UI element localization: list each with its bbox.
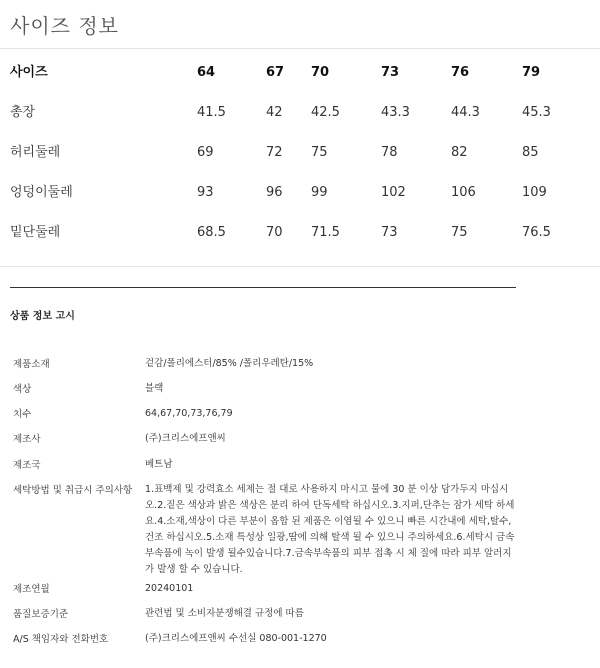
table-cell: 72 [266,145,283,160]
table-cell: 73 [381,225,398,240]
page-title: 사이즈 정보 [10,14,119,38]
info-key: 품질보증기준 [13,609,69,620]
info-value: 관련법 및 소비자분쟁해결 규정에 따름 [145,608,304,619]
table-row [0,93,600,133]
info-value: 20240101 [145,583,194,594]
table-cell: 99 [311,185,328,200]
header-cell: 76 [451,65,470,80]
table-row [0,173,600,213]
table-cell: 42 [266,105,283,120]
table-cell: 93 [197,185,214,200]
table-row [0,133,600,173]
info-key: A/S 책임자와 전화번호 [13,634,109,645]
info-key: 세탁방법 및 취급시 주의사항 [13,485,133,496]
info-key: 제조국 [13,460,41,471]
table-cell: 70 [266,225,283,240]
table-cell: 82 [451,145,468,160]
size-table-header [0,53,600,93]
notice-title: 상품 정보 고시 [10,311,75,322]
info-value: 1.표백제 및 강력효소 세제는 절 대로 사용하지 마시고 물에 30 분 이상 담가두지 마십시오.2.짙은 색상과 밝은 색상은 분리 하여 단독세탁 하십시오.3.지퍼,단추는 잠가 세탁 하세요.4.소재,색상이 다른 부분이 옵합 된 제품은 이염될 수 있으니 빠른 시간내에 세탁,탈수,건조 하십시오.5.소재 특성상 일광,땀에 의해 탈색 될 수 있으니 주의하세요.6.세탁시 금속부속품에 녹이 발생 될수있습니다.7.금속부속품의 피부 접촉 시 체 질에 따라 피부 알러지가 발생 할 수 있습니다. [145,484,515,575]
section-divider [10,287,516,288]
info-value: 64,67,70,73,76,79 [145,408,233,419]
table-cell: 96 [266,185,283,200]
info-value: 겉감/폴리에스터/85% /폴리우레탄/15% [145,358,314,369]
header-cell: 70 [311,65,330,80]
table-cell: 78 [381,145,398,160]
table-cell: 75 [311,145,328,160]
table-cell: 85 [522,145,539,160]
table-cell: 42.5 [311,105,340,120]
table-cell: 45.3 [522,105,551,120]
table-cell: 102 [381,185,406,200]
table-cell: 71.5 [311,225,340,240]
table-row [0,213,600,253]
info-value: (주)크리스에프앤씨 수선실 080-001-1270 [145,633,327,644]
header-cell: 67 [266,65,285,80]
table-cell: 75 [451,225,468,240]
table-cell: 43.3 [381,105,410,120]
row-label: 밑단둘레 [10,225,61,240]
info-key: 치수 [13,409,32,420]
title-divider [0,48,600,49]
table-cell: 109 [522,185,547,200]
info-value: 베트남 [145,459,173,470]
table-cell: 68.5 [197,225,226,240]
table-cell: 44.3 [451,105,480,120]
info-key: 제조연월 [13,584,50,595]
row-label: 허리둘레 [10,145,61,160]
info-value: 블랙 [145,383,164,394]
row-label: 엉덩이둘레 [10,185,73,200]
info-key: 제품소재 [13,359,50,370]
header-cell-size: 사이즈 [10,65,48,80]
header-cell: 64 [197,65,216,80]
header-cell: 79 [522,65,541,80]
table-cell: 69 [197,145,214,160]
table-cell: 76.5 [522,225,551,240]
info-key: 제조사 [13,434,41,445]
table-cell: 41.5 [197,105,226,120]
row-label: 총장 [10,105,36,120]
info-key: 색상 [13,384,32,395]
info-value: (주)크리스에프앤씨 [145,433,226,444]
header-cell: 73 [381,65,400,80]
table-cell: 106 [451,185,476,200]
table-divider [0,266,600,267]
